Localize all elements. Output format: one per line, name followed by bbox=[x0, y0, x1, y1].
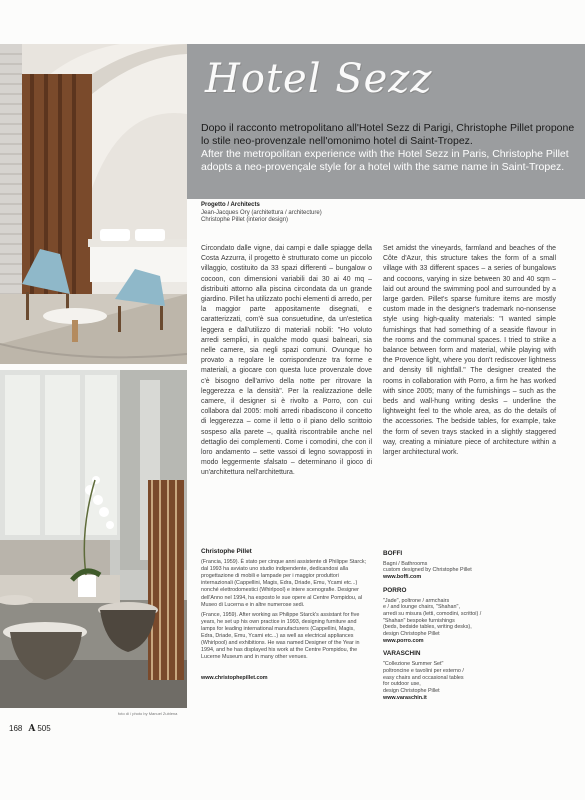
lounge-photo bbox=[0, 370, 187, 708]
body-italian: Circondato dalle vigne, dai campi e dalle spiagge della Costa Azzurra, il progetto è strutturato come un piccolo villaggio, costituito da 33 spazi differenti – bungalow o cocoon, con dimensioni variabili dai 30 ai 40 mq – distribuiti attorno alla piscina circondata da un grande giardino. Pillet ha utilizzato pochi elementi di arredo, per la maggior parte appositamente disegnati, e caratterizzati, com'è sua consuetudine, da un'estetica leggera e dall'utilizzo di materiali nobili: "Ho voluto arredi semplici, in qualche modo quasi balneari, sia nelle camere, sia negli spazi comuni. Ovunque ho provato a regolare le corrispondenze tra forme e materiali, a giocare con questa luce provenzale dove c'è bisogno dell'arrivo della notte per ritrovare la leggerezza e la densità". Per la realizzazione delle camere, il designer si è rivolto a Porro, con cui collabora dal 2005: molti arredi ribadiscono il concetto di leggerezza – come il letto o il piano dello scrittoio sospeso alla parete –, qualità riscontrabile anche nel dettaglio dei complementi. Come i comodini, che con il loro andamento – sette vassoi di legno sovrapposti in modo leggermente sfalsato – determinano il gioco di un'architettura nell'architettura. bbox=[201, 245, 372, 477]
supplier-description: "Jade", poltrone / armchairs e / and lounge chairs, "Shahan", arredi su misura (letti, comodini, scrittoi) / "Shahan" bespoke furnishings (beds, bedside tables, writing desks), design Christophe Pillet bbox=[383, 597, 482, 638]
supplier-description: "Collezione Summer Set" poltroncine e tavolini per esterno / easy chairs and occasional tables for outdoor use, design Christophe Pillet bbox=[383, 661, 464, 694]
suppliers-list bbox=[383, 551, 503, 708]
supplier-boffi bbox=[383, 551, 503, 581]
bio-heading: Christophe Pillet bbox=[201, 548, 252, 555]
page-number: 168 bbox=[9, 724, 23, 733]
photo-credit: foto di / photo by Manuel Zublena bbox=[118, 711, 178, 716]
intro-english: After the metropolitan experience with the Hotel Sezz in Paris, Christophe Pillet adopts a neo-provençale style for a hotel with the same name in Saint-Tropez. bbox=[201, 148, 569, 173]
supplier-link[interactable]: www.boffi.com bbox=[383, 574, 422, 581]
intro-italian: Dopo il racconto metropolitano all'Hotel Sezz di Parigi, Christophe Pillet propone lo stile neo-provenzale nell'omonimo hotel di Saint-Tropez. bbox=[201, 122, 575, 147]
credits-architect: Jean-Jacques Ory (architettura / architecture) bbox=[201, 209, 322, 216]
page-title: Hotel Sezz bbox=[205, 56, 433, 102]
bio-website-link[interactable]: www.christophepillet.com bbox=[201, 675, 268, 682]
supplier-varaschin bbox=[383, 651, 503, 701]
bio-english: (France, 1959). After working as Philippe Starck's assistant for five years, he set up his own practice in 1993, designing furniture and lamps for leading international manufacturers (Cappellini, Magis, Edra, Driade, Emu, Ycami etc...) as well as electrical appliances (Whirlpool) and exhibitions. He was named Designer of the Year in 1994, and he has displayed his work at the Centre Pompidou, the Lucerne Museum and in many other venues. bbox=[201, 611, 360, 661]
supplier-link[interactable]: www.varaschin.it bbox=[383, 694, 427, 701]
body-english: Set amidst the vineyards, farmland and beaches of the Côte d'Azur, this structure takes the form of a small village with 33 different spaces – a series of bungalows and cocoons, varying in size between 30 and 40 sqm – laid out around the swimming pool and surrounded by a large garden. Pillet's sparse furniture items are mostly custom made in the designer's trademark no-nonsense style using high-quality materials: "I wanted simple furnishings that had something of a seaside flavour in the rooms and the communal spaces. I tried to strike a balance between form and material, while playing with the Provence light, where you don't rediscover lightness and density till nightfall." The designer created the rooms in collaboration with Porro, a firm he has worked with since 2005; many of the furnishings – such as the beds and wall-hung writing desks – underline the lightweight feel to the whole area, as do the details of the accessories. The bedside tables, for example, take the form of seven trays stacked in a slightly staggered way, creating a miniature piece of architecture within a larger architectural work. bbox=[383, 245, 556, 457]
supplier-link[interactable]: www.porro.com bbox=[383, 637, 424, 644]
supplier-porro bbox=[383, 588, 503, 645]
intro bbox=[201, 122, 579, 174]
supplier-name: PORRO bbox=[383, 586, 407, 594]
supplier-description: Bagni / Bathrooms custom designed by Christophe Pillet bbox=[383, 560, 472, 574]
supplier-name: VARASCHIN bbox=[383, 650, 421, 658]
supplier-name: BOFFI bbox=[383, 550, 403, 557]
hotel-room-illustration bbox=[0, 44, 187, 364]
bio-italian: (Francia, 1959). È stato per cinque anni assistente di Philippe Starck; dal 1993 ha avviato uno studio indipendente, dedicandosi alla progettazione di mobili e lampade per i maggior produttori internazionali (Cappellini, Magis, Edra, Driade, Emu, Ycami etc...) nonché elettrodomestici (Whirlpool) e intere scenografie. Designer dell'Anno nel 1994, ha esposto le sue opere al Centre Pompidou, al Museo di Lucerna e in altre numerose sedi. bbox=[201, 559, 367, 608]
issue-number: 505 bbox=[37, 724, 51, 733]
magazine-logo: A bbox=[28, 724, 36, 734]
credits-heading: Progetto / Architects bbox=[201, 202, 260, 208]
page-folio bbox=[9, 724, 51, 734]
project-credits bbox=[201, 202, 371, 225]
hotel-room-photo bbox=[0, 44, 187, 364]
designer-bio bbox=[201, 548, 367, 683]
credits-designer: Christophe Pillet (interior design) bbox=[201, 217, 289, 223]
lounge-illustration bbox=[0, 370, 187, 708]
